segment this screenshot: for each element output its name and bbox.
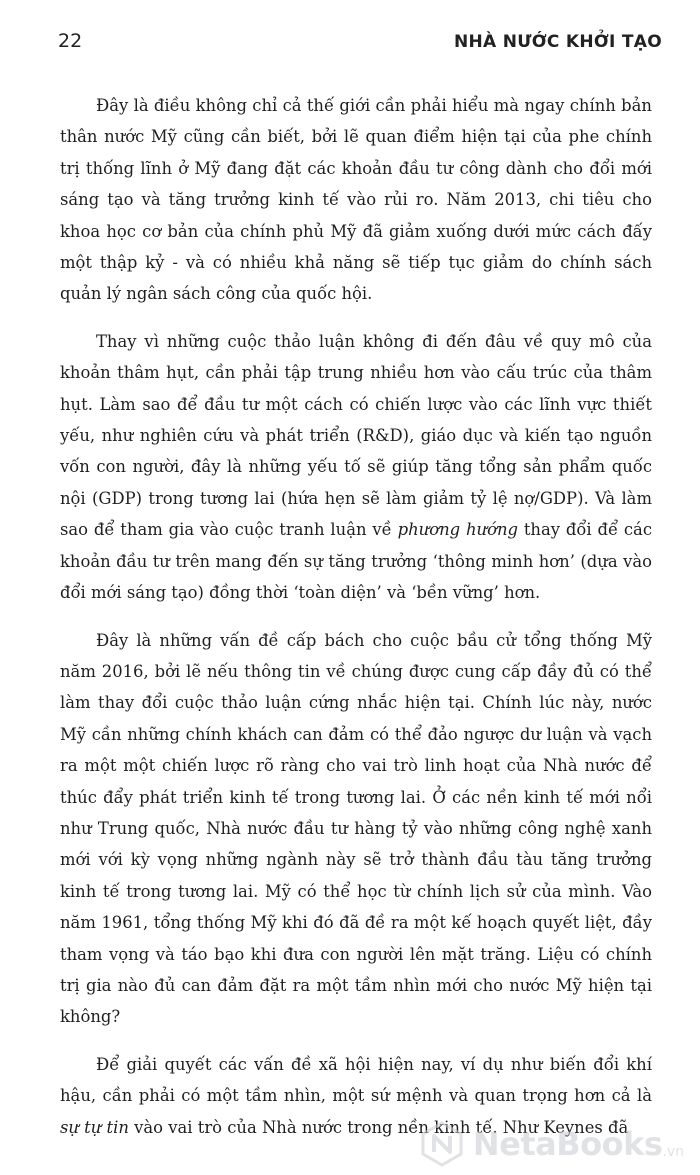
italic-phrase: sự tự tin xyxy=(60,1117,129,1137)
page-header xyxy=(58,30,662,60)
page-number: 22 xyxy=(58,30,83,52)
paragraph-1: Đây là điều không chỉ cả thế giới cần phải hiểu mà ngay chính bản thân nước Mỹ cũng cần biết, bởi lẽ quan điểm hiện tại của phe chính trị thống lĩnh ở Mỹ đang đặt các khoản đầu tư công dành cho đổi mới sáng tạo và tăng trưởng kinh tế vào rủi ro. Năm 2013, chi tiêu cho khoa học cơ bản của chính phủ Mỹ đã giảm xuống dưới mức cách đấy một thập kỷ - và có nhiều khả năng sẽ tiếp tục giảm do chính sách quản lý ngân sách công của quốc hội. xyxy=(60,96,653,304)
watermark-brand: NetaBooks xyxy=(472,1125,663,1163)
running-title: NHÀ NƯỚC KHỞI TẠO xyxy=(453,32,662,52)
watermark xyxy=(419,1121,684,1167)
italic-phrase: phương xyxy=(397,520,461,540)
paragraph-2: Thay vì những cuộc thảo luận không đi đến đâu về quy mô của khoản thâm hụt, cần phải tập trung nhiều hơn vào cấu trúc của thâm hụt. Làm sao để đầu tư một cách có chiến lược vào các lĩnh vực thiết yếu, như nghiên cứu và phát triển (R&D), giáo dục và kiến tạo nguồn vốn con người, đây là những yếu tố sẽ giúp tăng tổng sản phẩm quốc nội (GDP) trong tương lai (hứa hẹn sẽ làm giảm tỷ lệ nợ/GDP). Và làm sao để tham gia vào cuộc tranh luận về phương hướng thay đổi để các khoản đầu tư trên mang đến sự tăng trưởng ‘thông minh hơn’ (dựa vào đổi mới sáng tạo) đồng thời ‘toàn diện’ và ‘bền vững’ hơn. xyxy=(60,331,653,603)
netabooks-logo-icon xyxy=(419,1121,465,1167)
paragraph-3: Đây là những vấn đề cấp bách cho cuộc bầu cử tổng thống Mỹ năm 2016, bởi lẽ nếu thông tin về chúng được cung cấp đầy đủ có thể làm thay đổi cuộc thảo luận cứng nhắc hiện tại. Chính lúc này, nước Mỹ cần những chính khách can đảm có thể đảo ngược dư luận và vạch ra một một chiến lược rõ ràng cho vai trò linh hoạt của Nhà nước để thúc đẩy phát triển kinh tế trong tương lai. Ở các nền kinh tế mới nổi như Trung quốc, Nhà nước đầu tư hàng tỷ vào những công nghệ xanh mới với kỳ vọng những ngành này sẽ trở thành đầu tàu tăng trưởng kinh tế trong tương lai. Mỹ có thể học từ chính lịch sử của mình. Vào năm 1961, tổng thống Mỹ khi đó đã đề ra một kế hoạch quyết liệt, đầy tham vọng và táo bạo khi đưa con người lên mặt trăng. Liệu có chính trị gia nào đủ can đảm đặt ra một tầm nhìn mới cho nước Mỹ hiện tại không? xyxy=(60,630,653,1027)
body-text xyxy=(60,90,652,1159)
paragraph-4: Để giải quyết các vấn đề xã hội hiện nay, ví dụ như biến đổi khí hậu, cần phải có một tầm nhìn, một sứ mệnh và quan trọng hơn cả là sự tự tin vào vai trò của Nhà nước trong nền kinh tế. Như Keynes đã xyxy=(60,1054,652,1137)
italic-phrase: hướng xyxy=(465,520,518,540)
watermark-suffix: .vn xyxy=(662,1144,684,1160)
